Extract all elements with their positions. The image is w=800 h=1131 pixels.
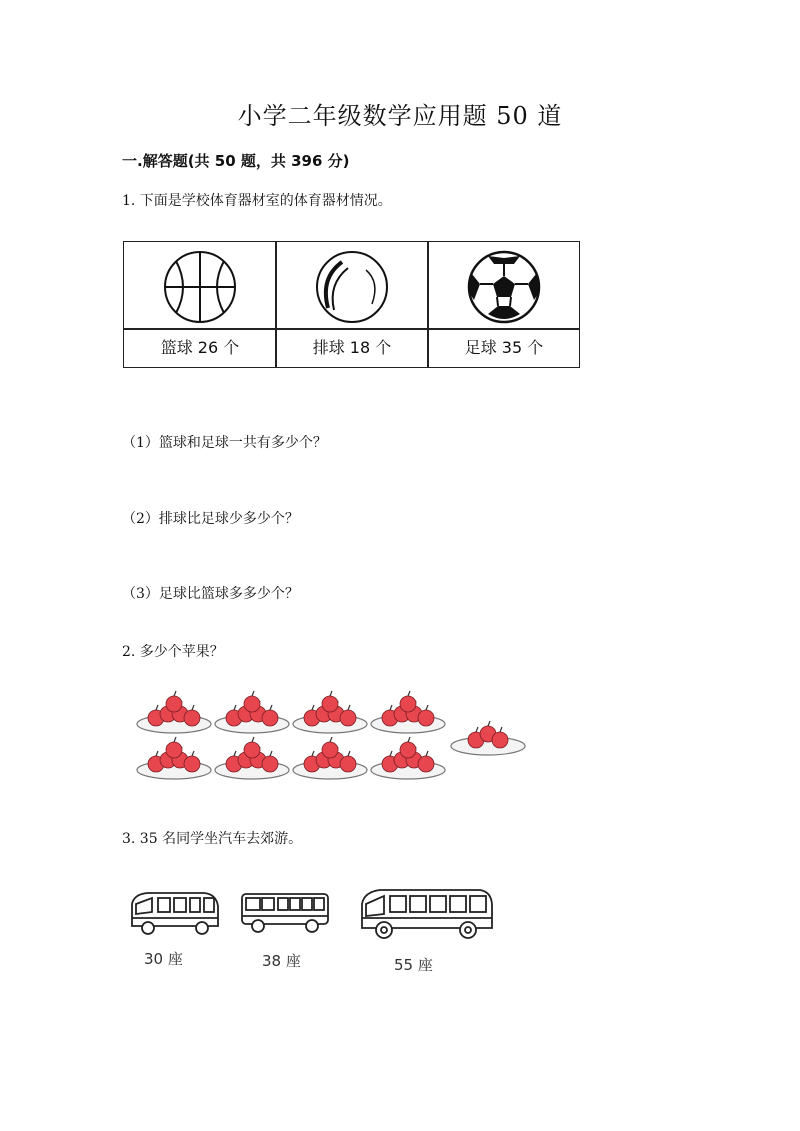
question-1: 1. 下面是学校体育器材室的体育器材情况。 — [122, 193, 392, 209]
apple-plate — [371, 691, 445, 733]
basketball-icon — [124, 248, 276, 326]
apple — [400, 737, 416, 758]
apple-body — [166, 696, 182, 712]
apple — [262, 751, 278, 772]
apple-body — [340, 710, 356, 726]
apple-stem — [408, 691, 410, 696]
apple-body — [262, 710, 278, 726]
apple-plate — [293, 737, 367, 779]
apple-stem — [174, 737, 176, 742]
apple-stem — [500, 727, 502, 732]
page-title: 小学二年级数学应用题 50 道 — [237, 102, 563, 130]
apple-stem — [408, 737, 410, 742]
apple-body — [184, 710, 200, 726]
bus-icon — [238, 888, 332, 936]
apple-stem — [312, 705, 314, 710]
apple-plate — [451, 721, 525, 755]
question-3: 3. 35 名同学坐汽车去郊游。 — [122, 831, 303, 847]
equipment-table — [123, 241, 580, 368]
volleyball-count-label: 排球 18 个 — [312, 338, 392, 357]
question-1-part-3: （3）足球比篮球多多少个？ — [122, 586, 299, 602]
bus-seat-label: 38 座 — [262, 952, 301, 970]
apple-body — [492, 732, 508, 748]
apple-stem — [234, 705, 236, 710]
volleyball-icon — [276, 248, 428, 326]
apple-body — [418, 756, 434, 772]
apple — [340, 705, 356, 726]
basketball-count-label: 篮球 26 个 — [160, 338, 240, 357]
apple — [244, 691, 260, 712]
apple-body — [244, 696, 260, 712]
apple-stem — [348, 751, 350, 756]
apple-body — [418, 710, 434, 726]
apple-plate — [371, 737, 445, 779]
coach-bus-icon — [356, 884, 496, 944]
question-2: 2. 多少个苹果？ — [122, 644, 224, 660]
apple-plates-illustration — [132, 690, 532, 790]
apple-stem — [426, 705, 428, 710]
bus-seat-label: 30 座 — [144, 950, 183, 968]
apple-stem — [390, 705, 392, 710]
apple-stem — [390, 751, 392, 756]
bus-illustration — [122, 880, 512, 975]
apple-plate — [215, 737, 289, 779]
apple — [322, 737, 338, 758]
apple-body — [244, 742, 260, 758]
apple-stem — [252, 691, 254, 696]
bus-seat-label: 55 座 — [394, 956, 433, 974]
apple-stem — [174, 691, 176, 696]
apple-stem — [252, 737, 254, 742]
apple-stem — [156, 751, 158, 756]
apple-body — [322, 742, 338, 758]
apple-body — [166, 742, 182, 758]
apple-body — [400, 742, 416, 758]
apple-stem — [270, 705, 272, 710]
apple-body — [340, 756, 356, 772]
apple-stem — [234, 751, 236, 756]
apple-stem — [192, 751, 194, 756]
apple — [418, 751, 434, 772]
apple-body — [322, 696, 338, 712]
apple-plate — [293, 691, 367, 733]
apple-plate — [137, 691, 211, 733]
apple-stem — [348, 705, 350, 710]
apple — [418, 705, 434, 726]
question-1-part-1: （1）篮球和足球一共有多少个？ — [122, 435, 327, 451]
apple-body — [184, 756, 200, 772]
soccer-ball-icon — [428, 248, 580, 326]
soccer-count-label: 足球 35 个 — [464, 338, 544, 357]
apple-body — [262, 756, 278, 772]
apple — [184, 705, 200, 726]
apple-stem — [192, 705, 194, 710]
section-heading: 一.解答题(共 50 题，共 396 分) — [122, 152, 350, 170]
apple — [340, 751, 356, 772]
question-1-part-2: （2）排球比足球少多少个？ — [122, 511, 299, 527]
apple — [166, 691, 182, 712]
apple-stem — [270, 751, 272, 756]
apple-stem — [488, 721, 490, 726]
apple-plate — [137, 737, 211, 779]
apple — [322, 691, 338, 712]
apple-stem — [312, 751, 314, 756]
apple — [166, 737, 182, 758]
apple-stem — [330, 691, 332, 696]
apple — [184, 751, 200, 772]
apple-stem — [426, 751, 428, 756]
apple — [244, 737, 260, 758]
apple-stem — [476, 727, 478, 732]
apple — [262, 705, 278, 726]
apple-body — [400, 696, 416, 712]
apple-stem — [156, 705, 158, 710]
apple-stem — [330, 737, 332, 742]
apple — [400, 691, 416, 712]
minibus-icon — [126, 888, 222, 938]
apple-plate — [215, 691, 289, 733]
